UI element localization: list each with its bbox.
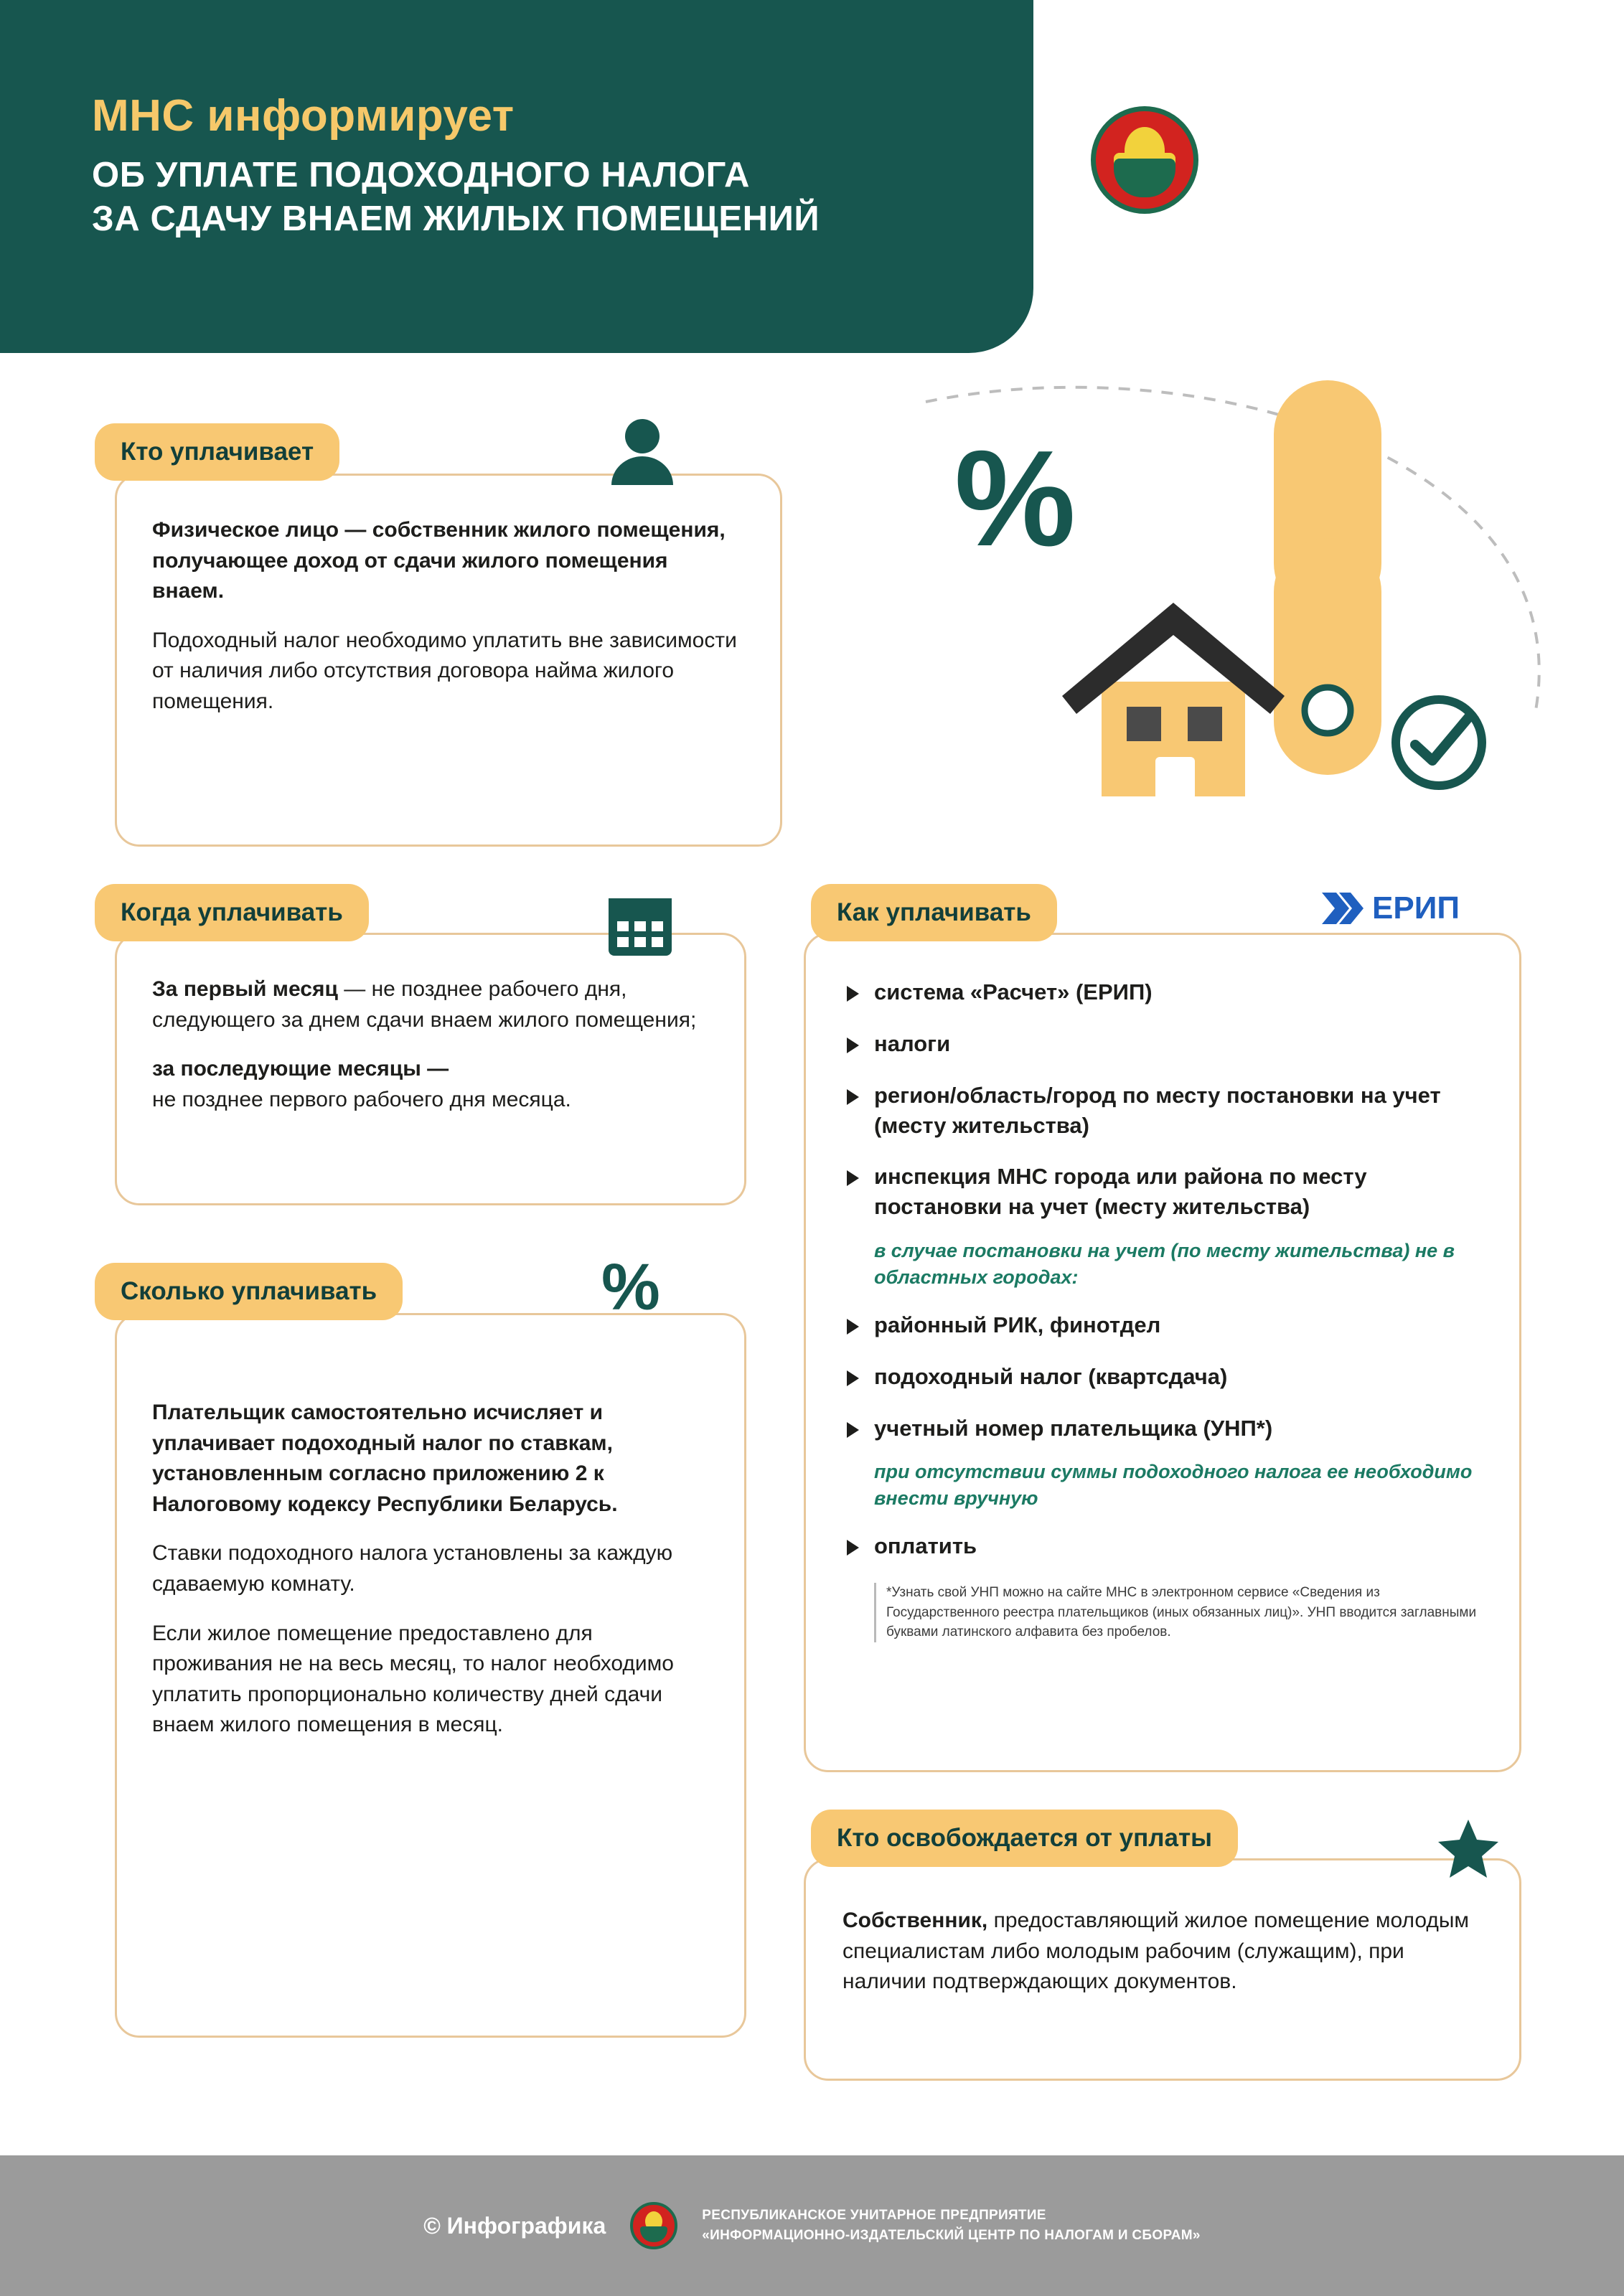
when-pay-p2-bold: за последующие месяцы — bbox=[152, 1057, 449, 1081]
ministry-logo-block bbox=[1091, 106, 1473, 214]
card-how-much-title: Сколько уплачивать bbox=[95, 1263, 403, 1320]
footer-organization bbox=[702, 2206, 1201, 2246]
when-pay-p1-bold: За первый месяц bbox=[152, 977, 338, 1001]
how-pay-steps-list-2 bbox=[842, 1310, 1483, 1444]
when-pay-paragraph-1 bbox=[152, 974, 709, 1035]
calendar-icon bbox=[603, 888, 677, 963]
exempt-paragraph bbox=[842, 1906, 1483, 1998]
how-pay-steps-list-1 bbox=[842, 977, 1483, 1222]
how-pay-step: инспекция МНС города или района по месту постановки на учет (месту жительства) bbox=[842, 1162, 1483, 1222]
percent-icon: % bbox=[601, 1251, 660, 1324]
person-icon bbox=[603, 413, 682, 492]
house-icon bbox=[1055, 596, 1292, 811]
who-pays-paragraph-2: Подоходный налог необходимо уплатить вне зависимости от наличия либо отсутствия договора найма жилого помещения. bbox=[152, 628, 737, 713]
how-pay-step: учетный номер плательщика (УНП*) bbox=[842, 1413, 1483, 1444]
ministry-line-1: МИНИСТЕРСТВО bbox=[1223, 121, 1389, 143]
header-title-block bbox=[92, 92, 982, 242]
card-when-pay-body bbox=[115, 933, 746, 1144]
header-title-line-2: ЗА СДАЧУ ВНАЕМ ЖИЛЫХ ПОМЕЩЕНИЙ bbox=[92, 199, 820, 239]
how-much-paragraph-2: Ставки подоходного налога установлены за каждую сдаваемую комнату. bbox=[152, 1541, 673, 1596]
exempt-rest: предоставляющий жилое помещение молодым специалистам либо молодым рабочим (служащим), при наличии подтверждающих документов. bbox=[842, 1909, 1470, 1994]
how-pay-step: подоходный налог (квартсдача) bbox=[842, 1362, 1483, 1392]
footer-coat-of-arms-icon bbox=[630, 2202, 677, 2249]
card-how-pay-title: Как уплачивать bbox=[811, 884, 1057, 941]
star-icon bbox=[1435, 1815, 1501, 1881]
footer-org-line-2: «ИНФОРМАЦИОННО-ИЗДАТЕЛЬСКИЙ ЦЕНТР ПО НАЛОГАМ И СБОРАМ» bbox=[702, 2228, 1201, 2243]
how-pay-footnote: *Узнать свой УНП можно на сайте МНС в электронном сервисе «Сведения из Государственного реестра плательщиков (иных обязанных лиц)». УНП вводится заглавными буквами латинского алфавита без пробелов. bbox=[874, 1583, 1483, 1642]
page-header bbox=[0, 0, 1624, 353]
page-footer bbox=[0, 2155, 1624, 2296]
card-how-much-body bbox=[115, 1356, 746, 1769]
how-pay-step: районный РИК, финотдел bbox=[842, 1310, 1483, 1340]
when-pay-p2-rest: не позднее первого рабочего дня месяца. bbox=[152, 1087, 571, 1111]
how-pay-step: регион/область/город по месту постановки на учет (месту жительства) bbox=[842, 1081, 1483, 1141]
when-pay-paragraph-2 bbox=[152, 1054, 709, 1115]
card-exempt-body bbox=[804, 1866, 1521, 2026]
ministry-line-2: ПО НАЛОГАМ И СБОРАМ bbox=[1223, 149, 1469, 171]
how-much-paragraph-3: Если жилое помещение предоставлено для проживания не на весь месяц, то налог необходимо уплатить пропорционально количеству дней сдачи внаем жилого помещения в месяц. bbox=[152, 1621, 674, 1737]
check-circle-icon bbox=[1385, 689, 1493, 796]
how-pay-step: налоги bbox=[842, 1029, 1483, 1059]
when-pay-p1-rest: — не позднее рабочего дня, следующего за днем сдачи внаем жилого помещения; bbox=[152, 977, 697, 1032]
how-pay-step: система «Расчет» (ЕРИП) bbox=[842, 977, 1483, 1007]
ministry-line-3: РЕСПУБЛИКИ БЕЛАРУСЬ bbox=[1223, 177, 1474, 199]
footer-infographic-label: © Инфографика bbox=[423, 2212, 606, 2239]
coat-of-arms-icon bbox=[1091, 106, 1198, 214]
erip-mark-icon bbox=[1320, 890, 1365, 927]
erip-label: ЕРИП bbox=[1372, 890, 1460, 926]
ministry-name bbox=[1223, 118, 1473, 202]
header-title-line-1: ОБ УПЛАТЕ ПОДОХОДНОГО НАЛОГА bbox=[92, 156, 750, 195]
card-exempt-title: Кто освобождается от уплаты bbox=[811, 1810, 1238, 1867]
how-pay-note-1: в случае постановки на учет (по месту жительства) не в областных городах: bbox=[874, 1240, 1455, 1288]
who-pays-paragraph-1: Физическое лицо — собственник жилого помещения, получающее доход от сдачи жилого помещения внаем. bbox=[152, 518, 726, 603]
card-who-pays-body bbox=[115, 474, 782, 746]
how-pay-step: оплатить bbox=[842, 1531, 1483, 1561]
percent-decor-icon: % bbox=[954, 423, 1076, 575]
card-how-pay-body bbox=[804, 933, 1521, 1664]
footer-org-line-1: РЕСПУБЛИКАНСКОЕ УНИТАРНОЕ ПРЕДПРИЯТИЕ bbox=[702, 2207, 1046, 2223]
how-pay-note-2: при отсутствии суммы подоходного налога ее необходимо внести вручную bbox=[874, 1461, 1473, 1509]
erip-logo-icon bbox=[1320, 890, 1460, 927]
header-kicker: МНС информирует bbox=[92, 91, 515, 141]
how-pay-steps-list-3 bbox=[842, 1531, 1483, 1561]
card-who-pays-title: Кто уплачивает bbox=[95, 423, 339, 481]
exempt-bold: Собственник, bbox=[842, 1909, 988, 1932]
how-much-paragraph-1: Плательщик самостоятельно исчисляет и уплачивает подоходный налог по ставкам, установленным согласно приложению 2 к Налоговому кодексу Республики Беларусь. bbox=[152, 1401, 618, 1516]
card-when-pay-title: Когда уплачивать bbox=[95, 884, 369, 941]
